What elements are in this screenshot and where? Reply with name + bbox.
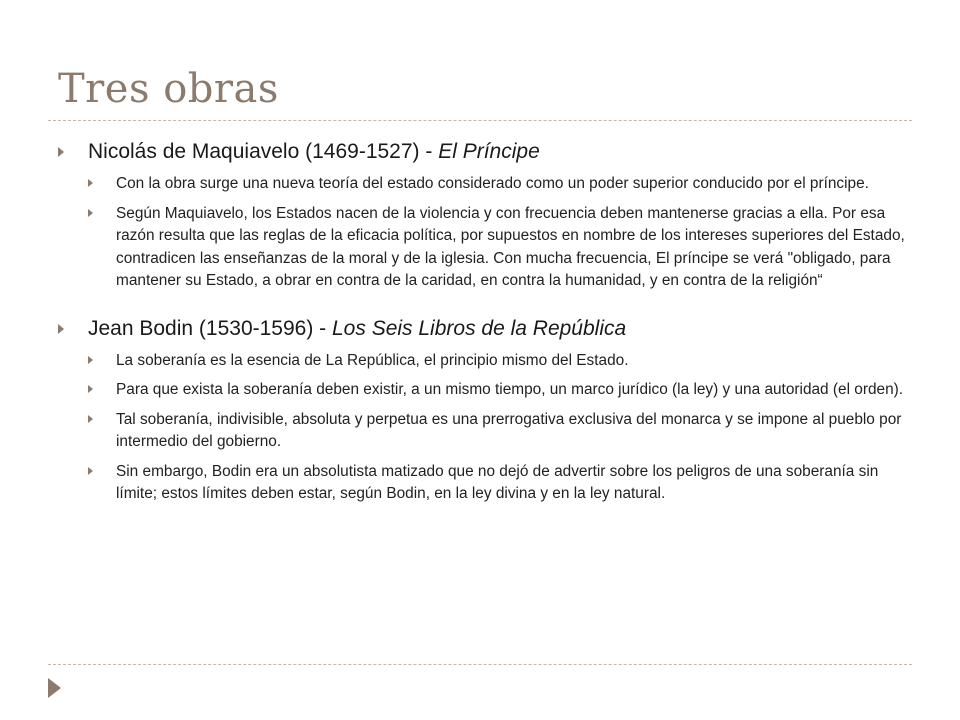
section-heading-bodin — [58, 315, 908, 343]
bullet-point — [88, 379, 908, 402]
section-heading-maquiavelo — [58, 138, 908, 166]
bullet-point — [88, 203, 908, 293]
bullet-text: Según Maquiavelo, los Estados nacen de la violencia y con frecuencia deben mantenerse gracias a ella. Por esa razón resulta que las reglas de la eficacia política, por supuestos en nombre de los intereses superiores del Estado, contradicen las enseñanzas de la moral y de la iglesia. Con mucha frecuencia, El príncipe se verá "obligado, para mantener su Estado, a obrar en contra de la caridad, en contra la humanidad, y en contra de la religión“ — [116, 204, 905, 289]
bullet-arrow-icon — [88, 179, 93, 187]
footer-divider — [48, 664, 912, 665]
bullet-point — [88, 409, 908, 454]
heading-text: Nicolás de Maquiavelo (1469-1527) - — [88, 140, 439, 163]
corner-triangle-icon — [48, 678, 61, 698]
bullet-arrow-icon — [88, 385, 93, 393]
bullet-arrow-icon — [88, 356, 93, 364]
work-title: Los Seis Libros de la República — [332, 316, 627, 340]
heading-text: Jean Bodin (1530-1596) - — [88, 316, 332, 340]
bullet-point — [88, 461, 908, 506]
bullet-arrow-icon — [58, 324, 64, 334]
work-title: El Príncipe — [438, 140, 540, 163]
bullet-arrow-icon — [88, 209, 93, 217]
bullet-point — [88, 350, 908, 373]
slide-body — [58, 132, 908, 506]
bullet-text: Tal soberanía, indivisible, absoluta y perpetua es una prerrogativa exclusiva del monarca y se impone al pueblo por intermedio del gobierno. — [116, 410, 902, 450]
bullet-arrow-icon — [88, 415, 93, 423]
bullet-arrow-icon — [88, 467, 93, 475]
bullet-arrow-icon — [58, 147, 64, 157]
bullet-text: Para que exista la soberanía deben existir, a un mismo tiempo, un marco jurídico (la ley) y una autoridad (el orden). — [116, 381, 904, 398]
bullet-text: La soberanía es la esencia de La República, el principio mismo del Estado. — [116, 351, 629, 369]
bullet-point — [88, 173, 908, 196]
bullet-text: Sin embargo, Bodin era un absolutista matizado que no dejó de advertir sobre los peligros de una soberanía sin límite; estos límites deben estar, según Bodin, en la ley divina y en la ley natural. — [116, 462, 879, 502]
slide-title: Tres obras — [58, 66, 279, 112]
bullet-text: Con la obra surge una nueva teoría del estado considerado como un poder superior conducido por el príncipe. — [116, 175, 869, 192]
title-divider — [48, 120, 912, 121]
